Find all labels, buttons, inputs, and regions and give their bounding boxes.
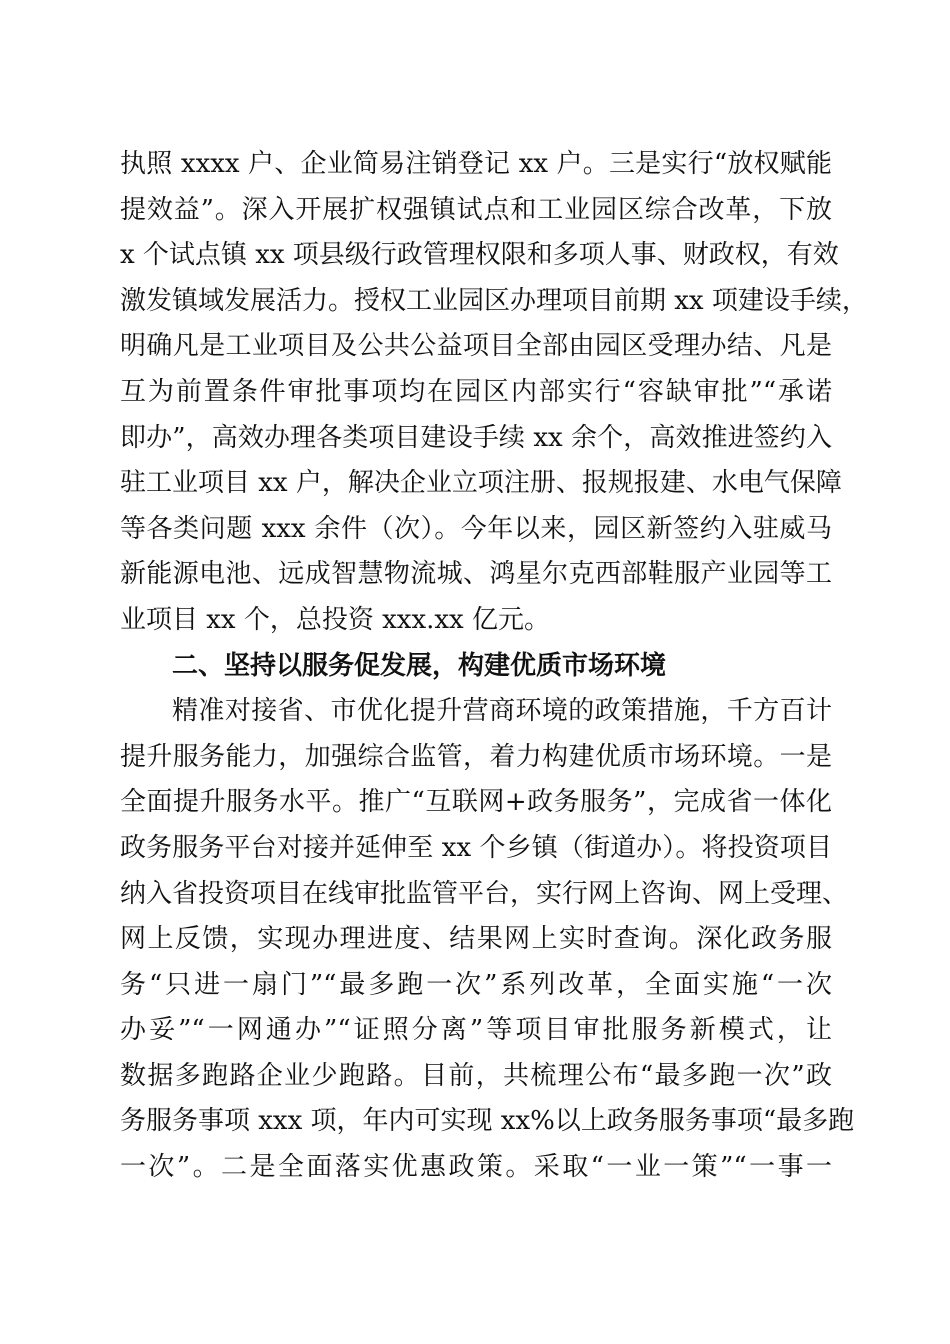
document-body xyxy=(120,142,868,1191)
paragraph-line: x 个试点镇 xx 项县级行政管理权限和多项人事、财政权，有效 xyxy=(120,240,839,271)
paragraph-line: 数据多跑路企业少跑路。目前，共梳理公布“最多跑一次”政 xyxy=(120,1060,832,1091)
paragraph-line: 全面提升服务水平。推广“互联网+政务服务”，完成省一体化 xyxy=(120,787,832,818)
paragraph-line: 提升服务能力，加强综合监管，着力构建优质市场环境。一是 xyxy=(120,741,832,772)
paragraph-line: 务服务事项 xxx 项，年内可实现 xx%以上政务服务事项“最多跑 xyxy=(120,1106,855,1137)
paragraph-line: 执照 xxxx 户、企业简易注销登记 xx 户。三是实行“放权赋能 xyxy=(120,149,832,179)
paragraph-line: 提效益”。深入开展扩权强镇试点和工业园区综合改革，下放 xyxy=(120,194,832,225)
paragraph-line: 办妥”“一网通办”“证照分离”等项目审批服务新模式，让 xyxy=(120,1015,832,1046)
paragraph-line: 新能源电池、远成智慧物流城、鸿星尔克西部鞋服产业园等工 xyxy=(120,559,832,590)
paragraph-1 xyxy=(120,142,868,644)
paragraph-line: 纳入省投资项目在线审批监管平台，实行网上咨询、网上受理、 xyxy=(120,878,849,909)
section-heading: 二、坚持以服务促发展，构建优质市场环境 xyxy=(172,650,667,681)
paragraph-line: 业项目 xx 个，总投资 xxx.xx 亿元。 xyxy=(120,604,550,635)
paragraph-line: 等各类问题 xxx 余件（次）。今年以来，园区新签约入驻威马 xyxy=(120,513,832,544)
paragraph-line: 网上反馈，实现办理进度、结果网上实时查询。深化政务服 xyxy=(120,924,832,955)
paragraph-line: 明确凡是工业项目及公共公益项目全部由园区受理办结、凡是 xyxy=(120,331,832,362)
paragraph-line: 务“只进一扇门”“最多跑一次”系列改革，全面实施“一次 xyxy=(120,969,832,1000)
paragraph-line: 政务服务平台对接并延伸至 xx 个乡镇（街道办）。将投资项目 xyxy=(120,832,832,863)
paragraph-line: 一次”。二是全面落实优惠政策。采取“一业一策”“一事一 xyxy=(120,1152,832,1183)
paragraph-line: 激发镇域发展活力。授权工业园区办理项目前期 xx 项建设手续， xyxy=(120,285,868,316)
paragraph-line: 驻工业项目 xx 户，解决企业立项注册、报规报建、水电气保障 xyxy=(120,468,842,499)
paragraph-2 xyxy=(120,689,855,1191)
paragraph-line: 即办”，高效办理各类项目建设手续 xx 余个，高效推进签约入 xyxy=(120,422,832,453)
paragraph-line: 互为前置条件审批事项均在园区内部实行“容缺审批”“承诺 xyxy=(120,376,832,407)
paragraph-line: 精准对接省、市优化提升营商环境的政策措施，千方百计 xyxy=(172,696,832,727)
